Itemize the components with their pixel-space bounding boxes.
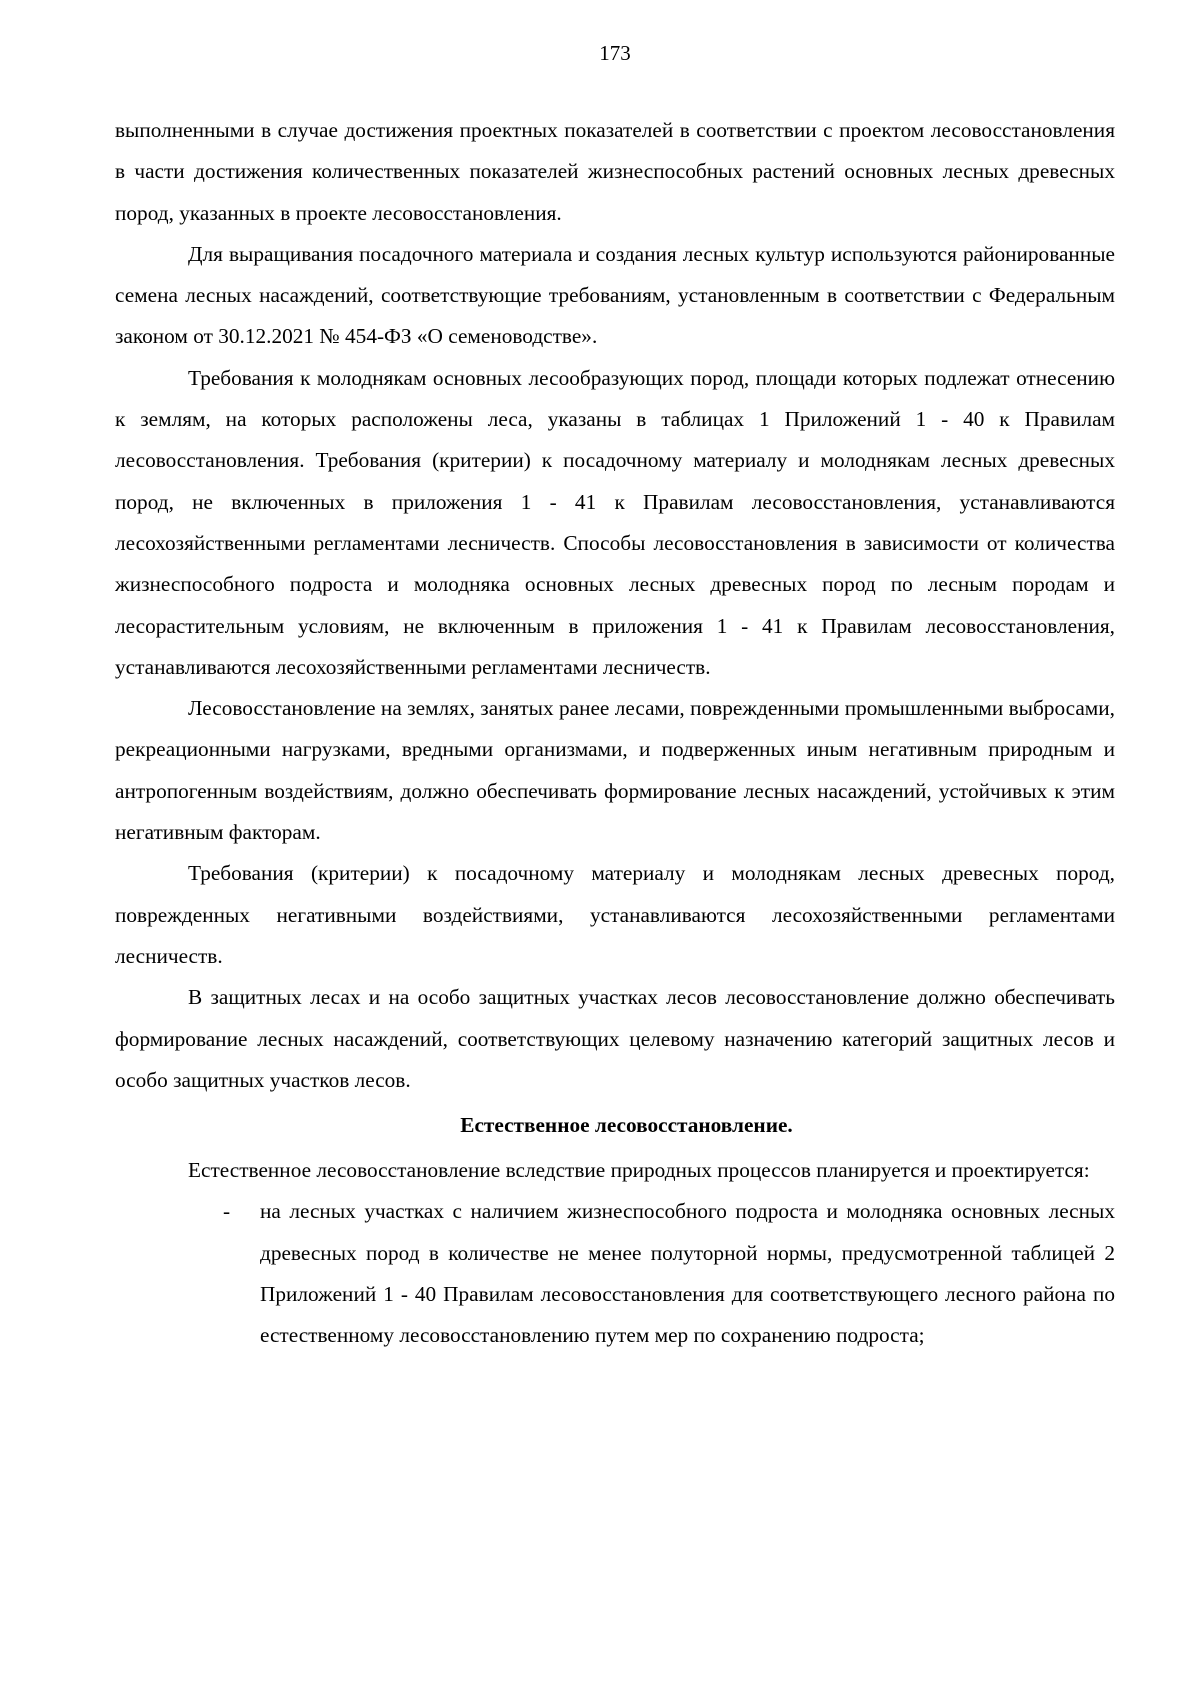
section-intro: Естественное лесовосстановление вследствие природных процессов планируется и проектируется: (188, 1158, 1090, 1183)
list-item-text: на лесных участках с наличием жизнеспособного подроста и молодняка основных лесных древесных пород в количестве не менее полуторной нормы, предусмотренной таблицей 2 Приложений 1 - 40 Правилам лесовосстановления для соответствующего лесного района по естественному лесовосстановлению путем мер по сохранению подроста; (260, 1199, 1115, 1348)
paragraph: В защитных лесах и на особо защитных участках лесов лесовосстановление должно обеспечивать формирование лесных насаждений, соответствующих целевому назначению категорий защитных лесов и особо защитных участков лесов. (115, 985, 1115, 1092)
section-heading: Естественное лесовосстановление. (460, 1113, 793, 1138)
page-number: 173 (599, 41, 631, 65)
paragraph: Для выращивания посадочного материала и создания лесных культур используются районированные семена лесных насаждений, соответствующие требованиям, установленным в соответствии с Федеральным законом от 30.12.2021 № 454-ФЗ «О семеноводстве». (115, 241, 1115, 349)
paragraph-continuation: выполненными в случае достижения проектных показателей в соответствии с проектом лесовосстановления в части достижения количественных показателей жизнеспособных растений основных лесных древесных пород, указанных в проекте лесовосстановления. (115, 118, 1115, 225)
list-marker: - (223, 1199, 231, 1224)
paragraph: Требования (критерии) к посадочному материалу и молоднякам лесных древесных пород, поврежденных негативными воздействиями, устанавливаются лесохозяйственными регламентами лесничеств. (115, 861, 1115, 968)
document-body (115, 110, 1115, 1357)
paragraph: Требования к молоднякам основных лесообразующих пород, площади которых подлежат отнесению к землям, на которых расположены леса, указаны в таблицах 1 Приложений 1 - 40 к Правилам лесовосстановления. Требования (критерии) к посадочному материалу и молоднякам лесных древесных пород, не включенных в приложения 1 - 41 к Правилам лесовосстановления, устанавливаются лесохозяйственными регламентами лесничеств. Способы лесовосстановления в зависимости от количества жизнеспособного подроста и молодняка основных лесных древесных пород по лесным породам и лесорастительным условиям, не включенным в приложения 1 - 41 к Правилам лесовосстановления, устанавливаются лесохозяйственными регламентами лесничеств. (115, 365, 1115, 679)
dash-list (115, 1191, 1115, 1356)
paragraph: Лесовосстановление на землях, занятых ранее лесами, поврежденными промышленными выбросами, рекреационными нагрузками, вредными организмами, и подверженных иным негативным природным и антропогенным воздействиям, должно обеспечивать формирование лесных насаждений, устойчивых к этим негативным факторам. (115, 696, 1115, 845)
list-item (223, 1191, 1115, 1356)
